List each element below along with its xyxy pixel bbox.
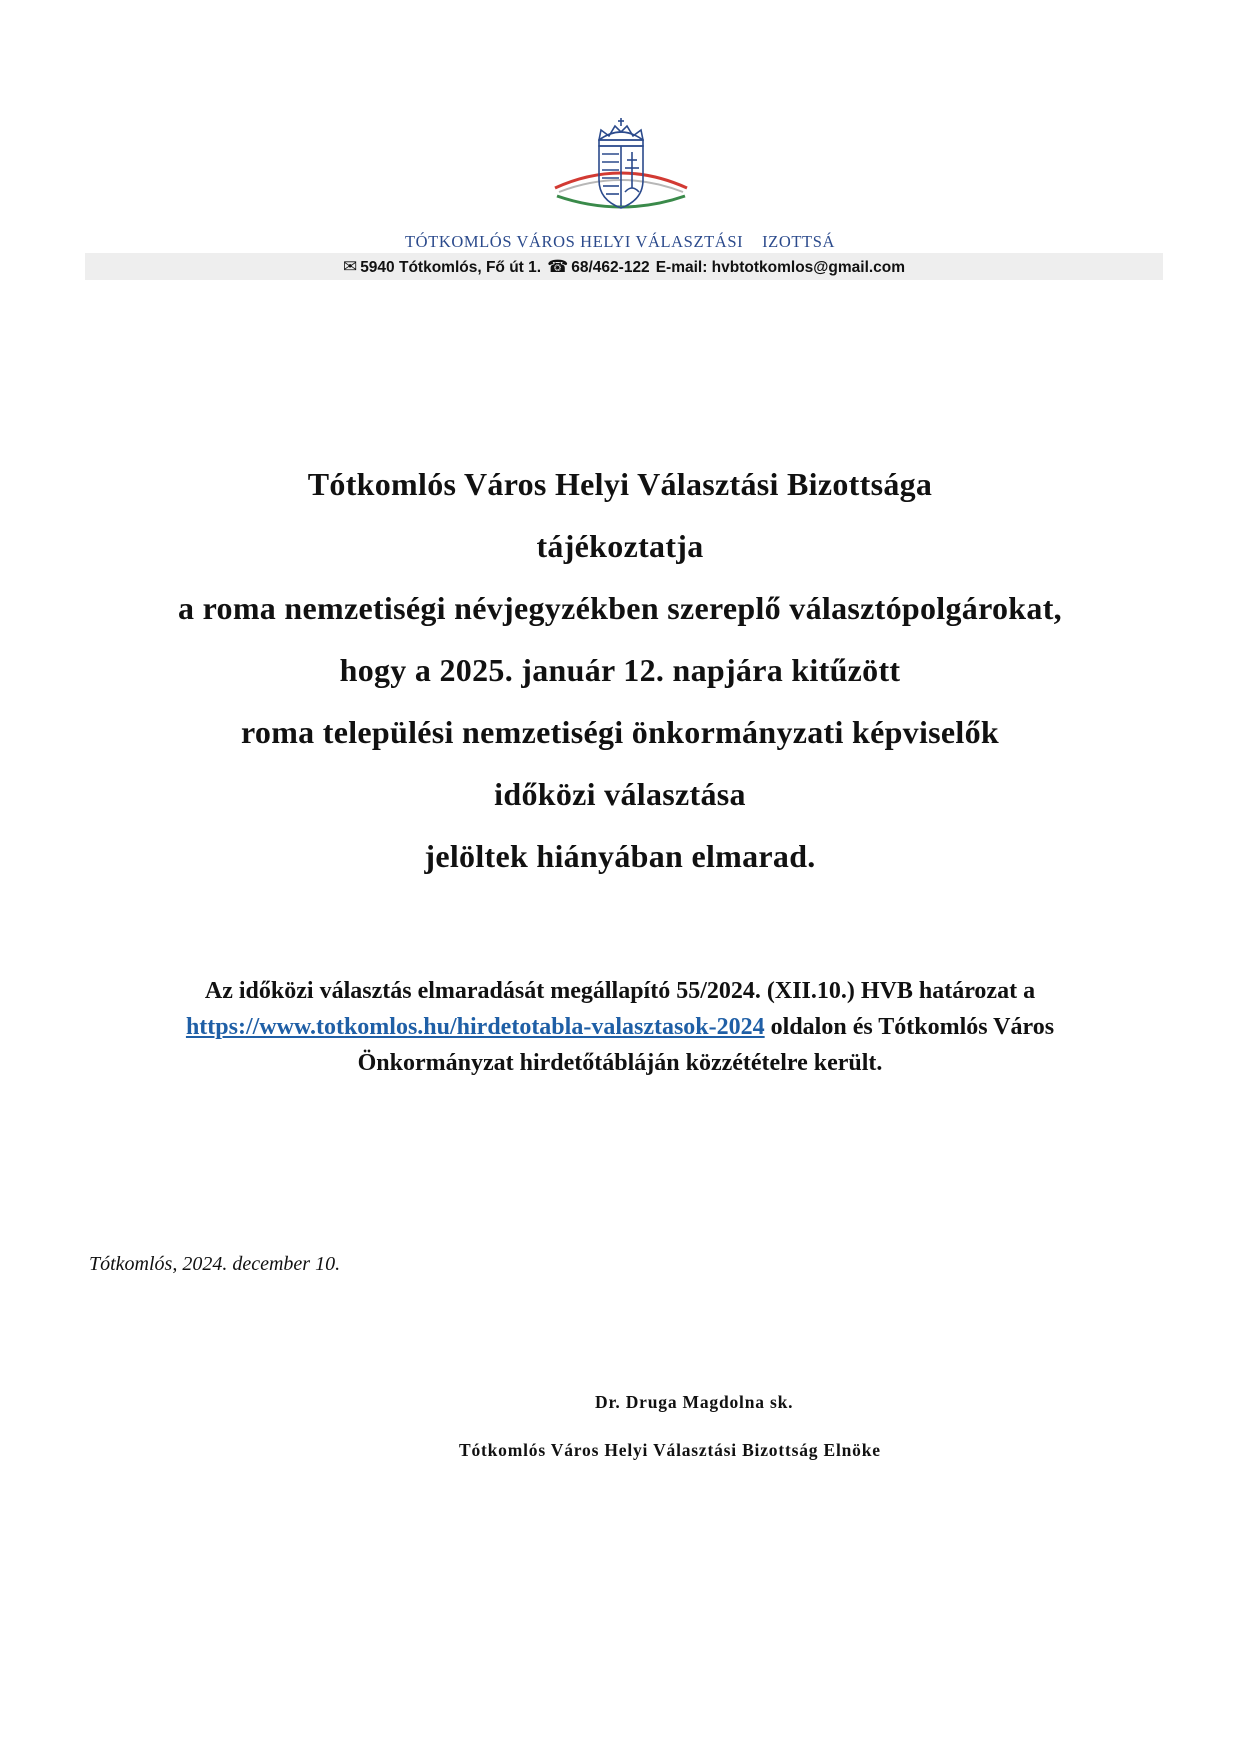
notice-line-3: Önkormányzat hirdetőtábláján közzétételre került. (357, 1050, 883, 1076)
announcement-line: időközi választása (494, 776, 746, 812)
notice-line-2 (60, 1009, 1180, 1045)
results-link[interactable]: https://www.totkomlos.hu/hirdetotabla-valasztasok-2024 (185, 1014, 765, 1040)
address-text: 5940 Tótkomlós, Fő út 1. (360, 259, 542, 276)
office-name: TÓTKOMLÓS VÁROS HELYI VÁLASZTÁSI IZOTTSÁ (404, 232, 836, 251)
announcement-line: roma települési nemzetiségi önkormányzati képviselők (240, 714, 1000, 750)
telephone-icon: ☎ (547, 257, 569, 276)
notice-line-1: Az időközi választás elmaradását megállapító 55/2024. (XII.10.) HVB határozat a (204, 978, 1036, 1004)
signer-name: Dr. Druga Magdolna sk. (595, 1392, 794, 1412)
announcement-line: a roma nemzetiségi névjegyzékben szereplő választópolgárokat, (178, 590, 1062, 626)
announcement (40, 462, 1200, 896)
place-date: Tótkomlós, 2024. december 10. (89, 1253, 341, 1275)
contact-bar (85, 253, 1163, 280)
notice-line-2-text: oldalon és Tótkomlós Város (764, 1014, 1055, 1040)
notice-paragraph (60, 973, 1180, 1081)
announcement-line: tájékoztatja (536, 528, 704, 564)
signer-title: Tótkomlós Város Helyi Választási Bizottság Elnöke (459, 1440, 881, 1460)
envelope-icon: ✉ (342, 257, 358, 276)
announcement-line: jelöltek hiányában elmarad. (424, 838, 816, 874)
announcement-line: hogy a 2025. január 12. napjára kitűzött (339, 652, 901, 688)
email-text: E-mail: hvbtotkomlos@gmail.com (655, 259, 906, 276)
announcement-line: Tótkomlós Város Helyi Választási Bizottsága (307, 466, 933, 502)
phone-text: 68/462-122 (571, 259, 650, 276)
hungarian-coat-of-arms-icon (549, 118, 693, 222)
